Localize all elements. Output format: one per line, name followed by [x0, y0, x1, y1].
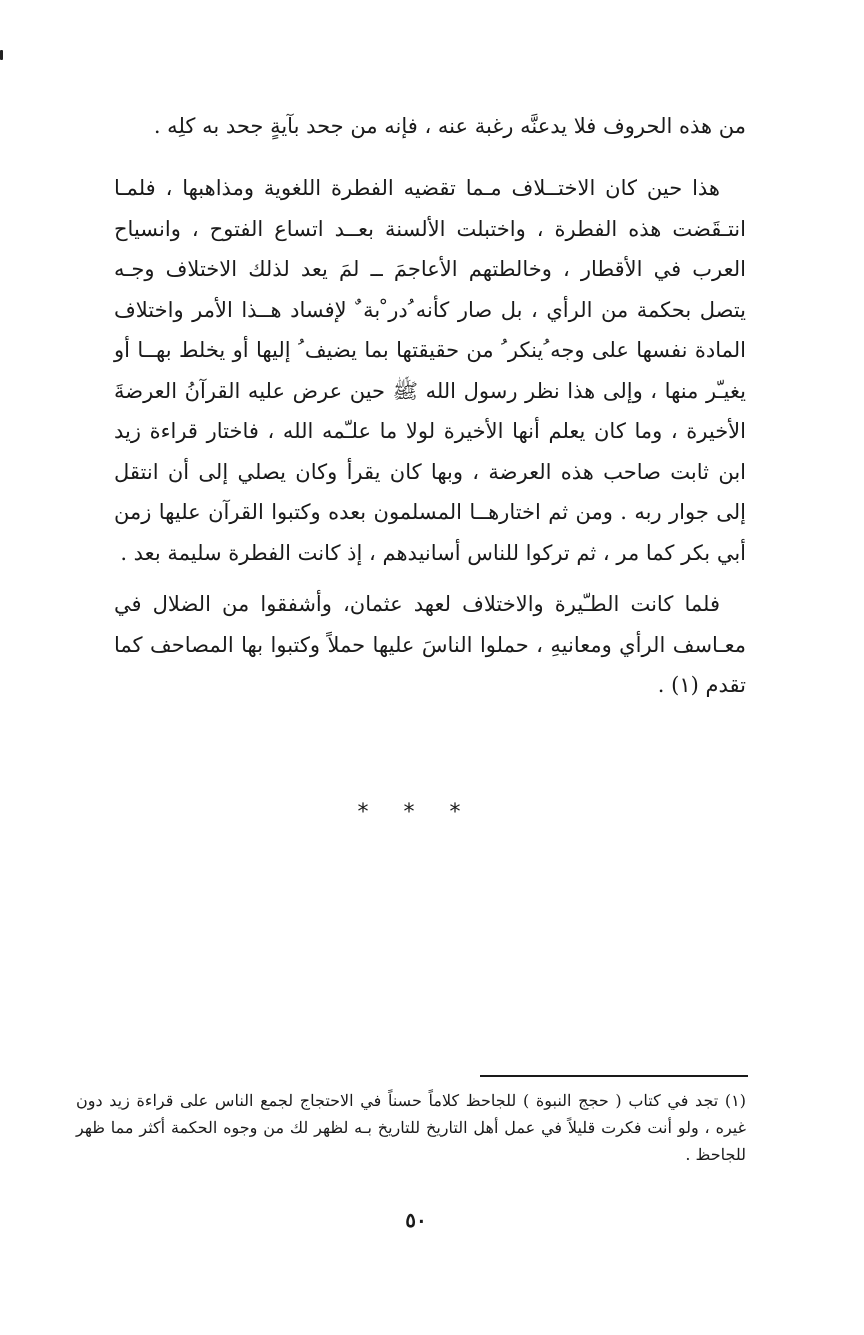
paragraph-continuation: من هذه الحروف فلا يدعنَّه رغبة عنه ، فإنه من جحد بآيةٍ جحد به كلِه .	[153, 114, 746, 138]
page-number: ٥٠	[405, 1208, 427, 1232]
page-edge-mark	[0, 50, 3, 60]
footnote: (١) تجد في كتاب ( حجج النبوة ) للجاحظ كلاماً حسناً في الاحتجاج لجمع الناس على قراءة زيد دون غيره ، ولو أنت فكرت قليلاً في عمل أهل التاريخ للتاريخ بـه لظهر لك من وجوه الحكمة أكثر مما ظهر للجاحظ .	[76, 1091, 746, 1164]
paragraph-closing: فلما كانت الطـّيرة والاختلاف لعهد عثمان، وأشفقوا من الضلال في معـاسف الرأي ومعانيهِ ، حملوا الناسَ عليها حملاً وكتبوا بها المصاحف كما تقدم (١) .	[114, 592, 746, 697]
section-separator: * * *	[357, 800, 475, 825]
footnote-divider	[480, 1075, 748, 1077]
paragraph-main: هذا حين كان الاختــلاف مـما تقضيه الفطرة اللغوية ومذاهبها ، فلمـا انتـقَضت هذه الفطرة ، واختبلت الألسنة بعــد اتساع الفتوح ، وانسياح العرب في الأقطار ، وخالطتهم الأعاجمَ ــ لمَ يعد لذلك الاختلاف وجـه يتصل بحكمة من الرأي ، بل صار كأنه ُدر ْبة ٌ لإفساد هــذا الأمر واختلاف المادة نفسها على وجه ُينكر ُ من حقيقتها بما يضيف ُ إليها أو يخلط بهــا أو يغيـّر منها ، وإلى هذا نظر رسول الله ﷺ حين عرض عليه القرآنُ العرضةَ الأخيرة ، وما كان يعلم أنها الأخيرة لولا ما علـّمه الله ، فاختار قراءة زيد ابن ثابت صاحب هذه العرضة ، وبها كان يقرأ وكان يصلي إلى أن انتقل إلى جوار ربه . ومن ثم اختارهــا المسلمون بعده وكتبوا القرآن عليها زمن أبي بكر كما مر ، ثم تركوا للناس أسانيدهم ، إذ كانت الفطرة سليمة بعد .	[114, 176, 747, 565]
